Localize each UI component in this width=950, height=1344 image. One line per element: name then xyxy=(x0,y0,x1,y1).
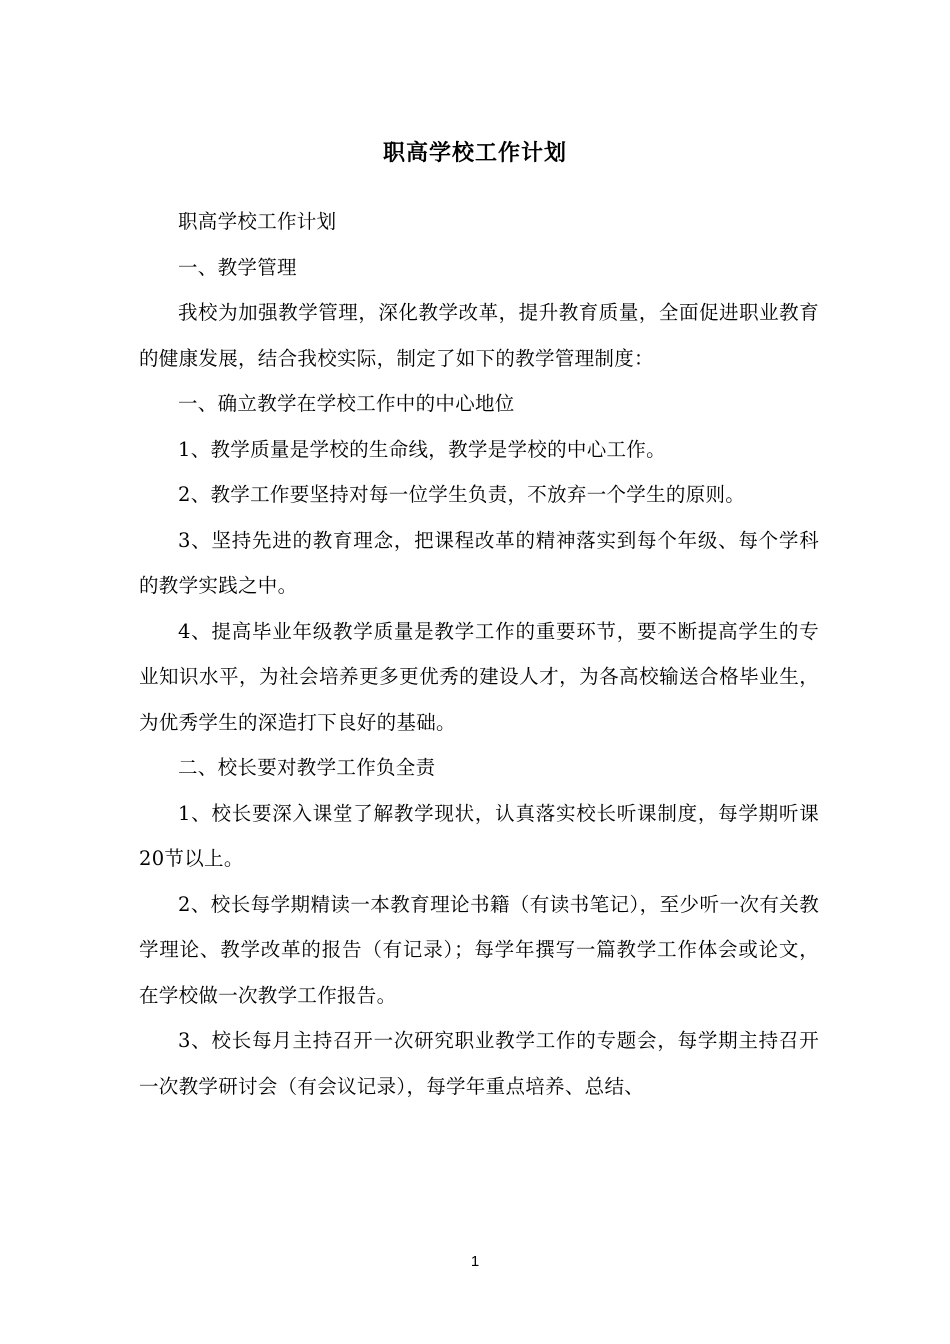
subsection-heading-central-status: 一、确立教学在学校工作中的中心地位 xyxy=(178,392,515,415)
paragraph-heading-repeat: 职高学校工作计划 xyxy=(178,210,337,233)
subsection-heading-principal-responsibility: 二、校长要对教学工作负全责 xyxy=(178,756,436,779)
list-item: 4、提高毕业年级教学质量是教学工作的重要环节，要不断提高学生的专业知识水平，为社会培养更多更优秀的建设人才，为各高校输送合格毕业生，为优秀学生的深造打下良好的基础。 xyxy=(139,619,819,734)
paragraph-intro: 我校为加强教学管理，深化教学改革，提升教育质量，全面促进职业教育的健康发展，结合我校实际，制定了如下的教学管理制度： xyxy=(139,301,819,370)
page-number: 1 xyxy=(470,1253,480,1270)
section-heading-teaching-management: 一、教学管理 xyxy=(178,255,297,279)
document-body xyxy=(139,199,819,1109)
list-item: 2、校长每学期精读一本教育理论书籍（有读书笔记），至少听一次有关教学理论、教学改革的报告（有记录）；每学年撰写一篇教学工作体会或论文，在学校做一次教学工作报告。 xyxy=(139,892,819,1007)
document-title: 职高学校工作计划 xyxy=(382,141,567,166)
list-item: 3、坚持先进的教育理念，把课程改革的精神落实到每个年级、每个学科的教学实践之中。 xyxy=(139,528,819,597)
list-item: 2、教学工作要坚持对每一位学生负责，不放弃一个学生的原则。 xyxy=(178,483,746,506)
list-item: 1、校长要深入课堂了解教学现状，认真落实校长听课制度，每学期听课20节以上。 xyxy=(139,801,819,870)
list-item: 1、教学质量是学校的生命线，教学是学校的中心工作。 xyxy=(178,437,666,461)
list-item: 3、校长每月主持召开一次研究职业教学工作的专题会，每学期主持召开一次教学研讨会（有会议记录），每学年重点培养、总结、 xyxy=(139,1029,819,1098)
